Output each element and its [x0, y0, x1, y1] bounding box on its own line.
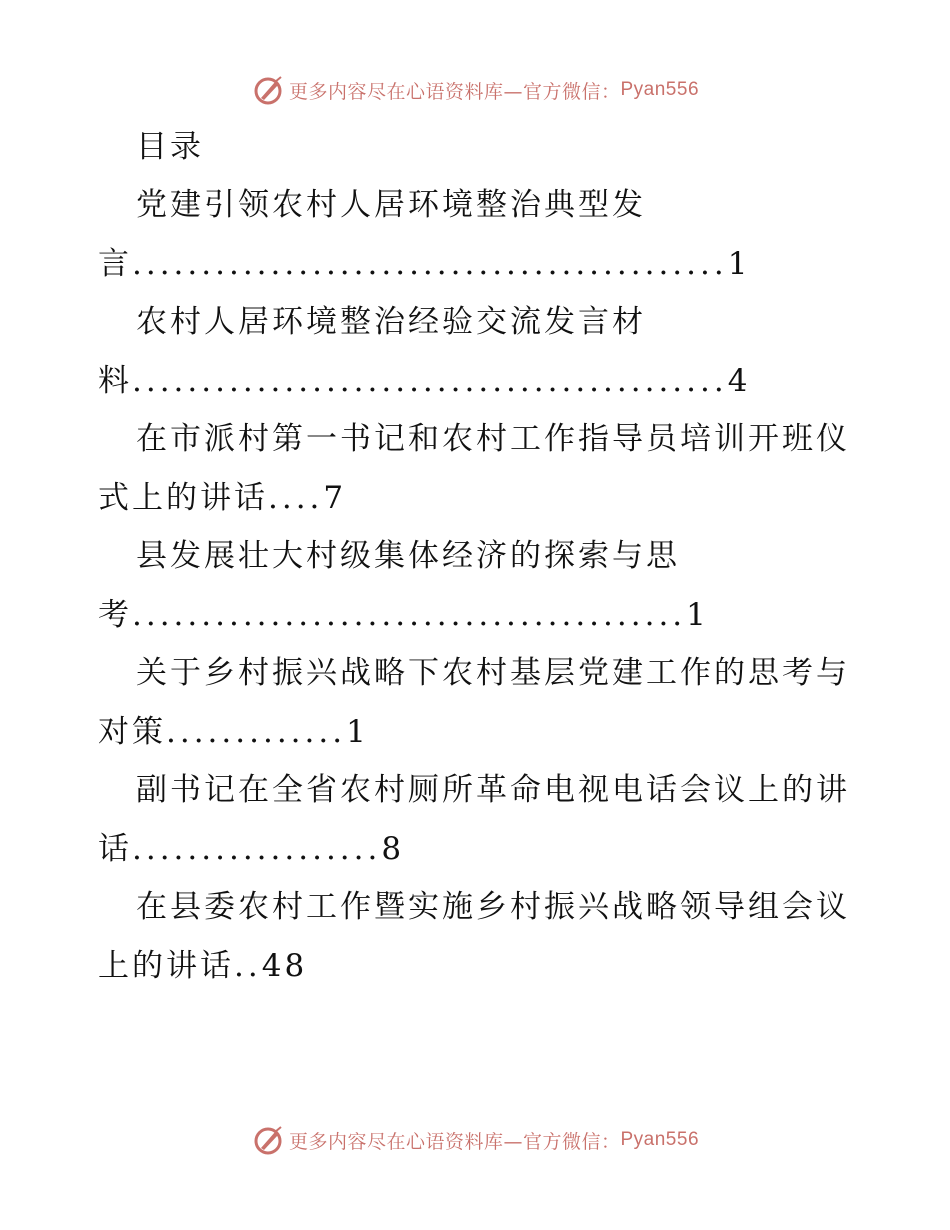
toc-entry-leader: ............. — [166, 713, 347, 750]
toc-entry-page: 8 — [381, 830, 405, 867]
toc-entry[interactable] — [98, 878, 858, 995]
toc-entry-leader: ........................................... — [132, 245, 728, 282]
toc-entry-page: 1 — [727, 245, 751, 282]
toc-entry-leader: .. — [234, 947, 262, 984]
toc-entry[interactable] — [98, 410, 858, 527]
toc-entry[interactable] — [98, 644, 858, 761]
toc-entry-page: 1 — [346, 713, 369, 750]
watermark-text: 更多内容尽在心语资料库—官方微信： — [288, 80, 621, 103]
toc-entry-page: 48 — [261, 947, 308, 984]
toc-entry-title: 副书记在全省农村厕所革命电视电话会议上的讲话 — [98, 772, 850, 867]
toc-entry-title: 农村人居环境整治经验交流发言材料 — [98, 304, 646, 399]
watermark-account: Pyan556 — [620, 1129, 700, 1150]
toc-entry-leader: ........................................... — [132, 362, 728, 399]
toc-entry[interactable] — [98, 176, 858, 293]
toc-entry-title: 在县委农村工作暨实施乡村振兴战略领导组会议上的讲话 — [98, 889, 850, 984]
toc-entry[interactable] — [98, 293, 858, 410]
toc-entry[interactable] — [98, 761, 858, 878]
toc-entry-page: 1 — [686, 596, 709, 633]
toc-entry-leader: ........................................ — [132, 596, 687, 633]
watermark-text: 更多内容尽在心语资料库—官方微信： — [288, 1130, 621, 1153]
quill-pen-logo-icon — [251, 73, 285, 107]
footer-watermark — [0, 1120, 950, 1160]
toc-entry-leader: .................. — [132, 830, 382, 867]
toc-entry-title: 县发展壮大村级集体经济的探索与思考 — [98, 538, 680, 633]
toc-entry-title: 在市派村第一书记和农村工作指导员培训开班仪式上的讲话 — [98, 421, 850, 516]
header-watermark — [0, 70, 950, 110]
toc-entry-title: 关于乡村振兴战略下农村基层党建工作的思考与对策 — [98, 655, 850, 750]
toc-entry-title: 党建引领农村人居环境整治典型发言 — [98, 187, 646, 282]
toc-entry[interactable] — [98, 527, 858, 644]
toc-entry-page: 4 — [727, 362, 751, 399]
toc-entry-page: 7 — [323, 479, 347, 516]
toc-entry-leader: .... — [268, 479, 324, 516]
table-of-contents — [98, 118, 858, 995]
quill-pen-logo-icon — [251, 1123, 285, 1157]
toc-title: 目录 — [136, 129, 204, 165]
watermark-account: Pyan556 — [620, 79, 700, 100]
